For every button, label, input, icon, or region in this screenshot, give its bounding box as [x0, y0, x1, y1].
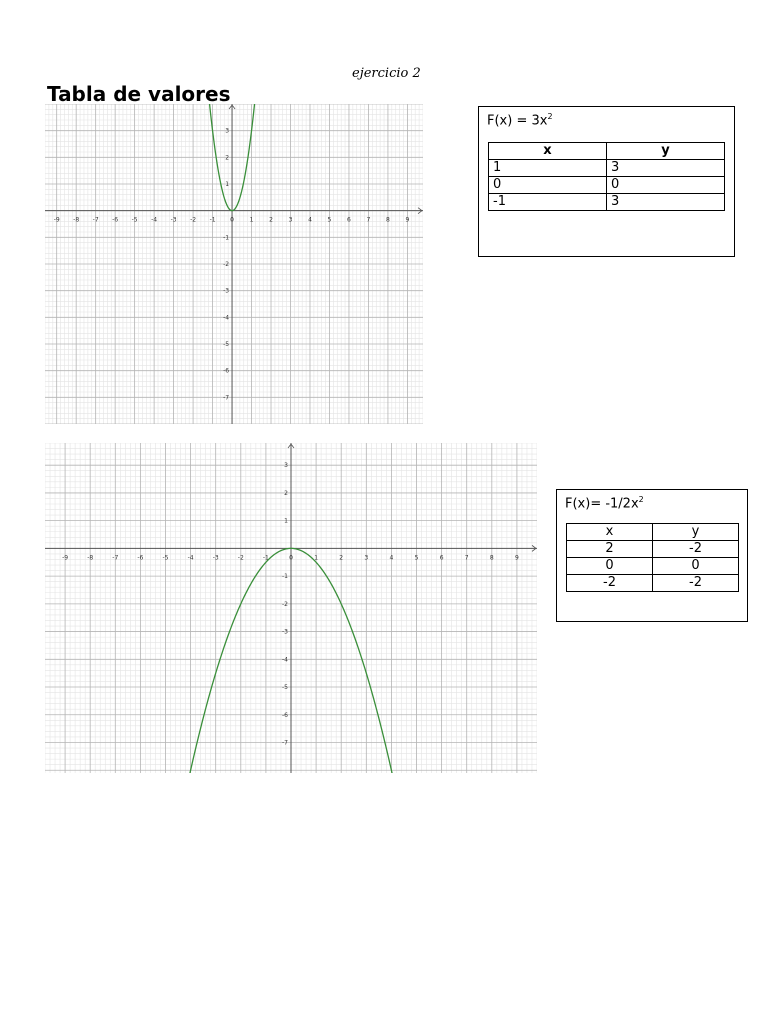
x-tick-label: 2 [339, 554, 344, 562]
y-tick-label: 2 [225, 154, 230, 162]
y-tick-label: 2 [284, 489, 288, 497]
y-tick-label: -6 [223, 367, 230, 375]
x-tick-label: 7 [366, 216, 371, 224]
graph-minus-half-x-squared [45, 443, 537, 773]
x-tick-label: 1 [249, 216, 254, 224]
y-tick-label: -7 [282, 739, 288, 747]
x-tick-label: -7 [112, 554, 119, 562]
x-tick-label: -8 [87, 554, 94, 562]
x-tick-label: -4 [187, 554, 194, 562]
y-tick-label: -3 [282, 628, 288, 636]
function-label: $F(x)= -1/2x^2$ [565, 495, 644, 512]
column-header-y: y [607, 143, 725, 160]
table-cell: 3 [607, 194, 725, 211]
y-tick-label: 3 [284, 462, 288, 470]
y-tick-label: 1 [225, 181, 230, 188]
values-table [566, 523, 739, 592]
x-tick-label: -9 [53, 216, 60, 224]
column-header-y: y [653, 524, 739, 541]
graph-3x-squared [45, 104, 423, 424]
x-tick-label: 6 [347, 216, 351, 224]
x-tick-label: -2 [190, 216, 197, 224]
x-tick-label: 4 [389, 554, 394, 562]
x-tick-label: 0 [230, 216, 234, 224]
y-tick-label: -6 [282, 711, 288, 719]
x-tick-label: 4 [308, 216, 312, 224]
column-header-x: x [567, 524, 653, 541]
table-row [489, 177, 725, 194]
page-title: Tabla de valores [47, 82, 231, 106]
y-tick-label: 1 [284, 517, 288, 525]
x-tick-label: -3 [170, 216, 177, 224]
table-cell: 0 [653, 558, 739, 575]
table-cell: 0 [489, 177, 607, 194]
x-tick-label: -2 [237, 554, 244, 562]
table-row [489, 160, 725, 177]
x-tick-label: 0 [289, 554, 293, 562]
values-table [488, 142, 725, 211]
values-box-minus-half-x-squared [556, 489, 748, 622]
column-header-x: x [489, 143, 607, 160]
x-tick-label: 2 [269, 216, 273, 224]
y-tick-label: -4 [223, 314, 230, 322]
x-tick-label: -6 [137, 554, 144, 562]
x-tick-label: -4 [151, 216, 158, 224]
x-tick-label: -3 [212, 554, 219, 562]
y-tick-label: -4 [282, 656, 288, 664]
y-tick-label: -2 [223, 261, 230, 268]
table-row [567, 541, 739, 558]
y-tick-label: -2 [282, 600, 288, 608]
x-tick-label: -5 [131, 216, 138, 224]
x-tick-label: 9 [515, 554, 519, 562]
x-tick-label: 7 [464, 554, 469, 562]
table-cell: -1 [489, 194, 607, 211]
x-tick-label: 5 [414, 554, 419, 562]
table-cell: 0 [607, 177, 725, 194]
x-tick-label: 9 [405, 216, 410, 224]
exercise-label: ejercicio 2 [352, 66, 421, 81]
table-row [567, 575, 739, 592]
x-tick-label: -7 [92, 216, 99, 224]
y-tick-label: -5 [223, 341, 230, 348]
y-tick-label: -7 [223, 394, 230, 402]
table-cell: 2 [567, 541, 653, 558]
table-header-row [489, 143, 725, 160]
y-tick-label: -1 [223, 234, 230, 242]
x-tick-label: 8 [386, 216, 390, 224]
table-row [567, 558, 739, 575]
table-row [489, 194, 725, 211]
x-tick-label: -8 [73, 216, 80, 224]
x-tick-label: -1 [262, 554, 269, 562]
x-tick-label: -1 [209, 216, 216, 224]
table-cell: -2 [653, 541, 739, 558]
x-tick-label: 1 [314, 554, 319, 562]
x-tick-label: -6 [112, 216, 119, 224]
y-tick-label: -5 [282, 684, 288, 692]
y-tick-label: 3 [225, 127, 230, 135]
y-tick-label: -1 [282, 573, 288, 581]
function-label: $F(x) = 3x^2$ [487, 112, 553, 129]
values-box-3x-squared [478, 106, 735, 257]
table-header-row [567, 524, 739, 541]
table-cell: -2 [653, 575, 739, 592]
table-cell: -2 [567, 575, 653, 592]
x-tick-label: 5 [327, 216, 332, 224]
table-cell: 0 [567, 558, 653, 575]
x-tick-label: -5 [162, 554, 169, 562]
table-cell: 3 [607, 160, 725, 177]
x-tick-label: 8 [489, 554, 494, 562]
x-tick-label: 6 [439, 554, 444, 562]
table-cell: 1 [489, 160, 607, 177]
x-tick-label: -9 [62, 554, 69, 562]
x-tick-label: 3 [364, 554, 369, 562]
y-tick-label: -3 [223, 287, 230, 295]
x-tick-label: 3 [288, 216, 293, 224]
